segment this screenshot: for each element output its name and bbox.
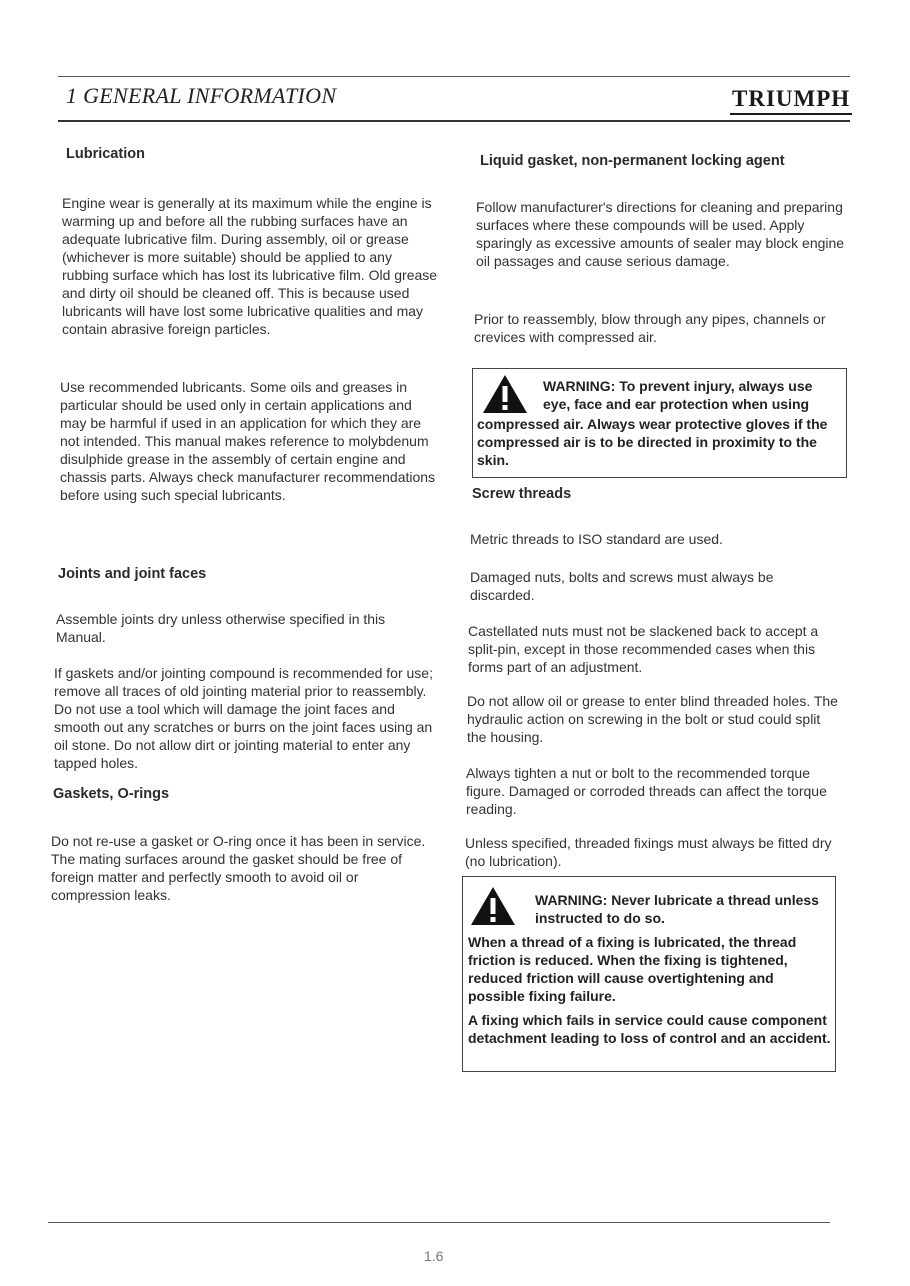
heading-gaskets: Gaskets, O-rings bbox=[53, 786, 170, 802]
warning-box-compressed-air bbox=[472, 368, 847, 478]
warning-2-label: WARNING: bbox=[535, 892, 608, 908]
heading-joints: Joints and joint faces bbox=[58, 566, 207, 582]
warning-box-thread-lubrication bbox=[462, 876, 836, 1072]
lubrication-paragraph-1: Engine wear is generally at its maximum while the engine is warming up and before all the rubbing surfaces have an adequate lubricative film. During assembly, oil or grease (whichever is more suitable) should be applied to any rubbing surface which has lost its lubricative film. Old grease and dirty oil should be cleaned off. This is because used lubricants will have lost some lubricative qualities and may contain abrasive foreign particles. bbox=[62, 195, 438, 337]
warning-1-head bbox=[543, 377, 843, 413]
footer-rule bbox=[48, 1222, 830, 1223]
warning-1-body: compressed air. Always wear protective gloves if the compressed air is to be directed in proximity to the skin. bbox=[477, 416, 828, 468]
screw-threads-paragraph-2: Damaged nuts, bolts and screws must always be discarded. bbox=[470, 569, 774, 603]
warning-1-label: WARNING: bbox=[543, 378, 616, 394]
screw-threads-paragraph-4: Do not allow oil or grease to enter blind threaded holes. The hydraulic action on screwing in the bolt or stud could split the housing. bbox=[467, 693, 838, 745]
warning-2-head bbox=[535, 891, 831, 927]
gaskets-paragraph-1: Do not re-use a gasket or O-ring once it has been in service. The mating surfaces around the gasket should be free of foreign matter and perfectly smooth to avoid oil or compression leaks. bbox=[51, 833, 426, 903]
screw-threads-paragraph-5: Always tighten a nut or bolt to the recommended torque figure. Damaged or corroded threads can affect the torque reading. bbox=[466, 765, 827, 817]
warning-2-head-rest: Never lubricate a thread unless instructed to do so. bbox=[535, 892, 819, 926]
header-rule-bottom bbox=[58, 120, 850, 122]
chapter-title: 1 GENERAL INFORMATION bbox=[66, 83, 337, 108]
screw-threads-paragraph-1: Metric threads to ISO standard are used. bbox=[470, 531, 723, 547]
heading-lubrication: Lubrication bbox=[66, 146, 145, 162]
heading-screw-threads: Screw threads bbox=[472, 486, 572, 502]
screw-threads-paragraph-6: Unless specified, threaded fixings must always be fitted dry (no lubrication). bbox=[465, 835, 832, 869]
warning-2-body-1: When a thread of a fixing is lubricated, the thread friction is reduced. When the fixing is tightened, reduced friction will cause overtightening and possible fixing failure. bbox=[468, 934, 797, 1004]
joints-paragraph-2: If gaskets and/or jointing compound is recommended for use; remove all traces of old jointing material prior to reassembly. Do not use a tool which will damage the joint faces and smooth out any scratches or burrs on the joint faces using an oil stone. Do not allow dirt or jointing material to enter any tapped holes. bbox=[54, 665, 433, 771]
triumph-logo: TRIUMPH bbox=[730, 86, 852, 115]
screw-threads-paragraph-3: Castellated nuts must not be slackened back to accept a split-pin, except in those recommended cases when this forms part of an adjustment. bbox=[468, 623, 819, 675]
heading-liquid-gasket: Liquid gasket, non-permanent locking agent bbox=[480, 153, 785, 169]
liquid-gasket-paragraph-1: Follow manufacturer's directions for cleaning and preparing surfaces where these compounds will be used. Apply sparingly as excessive amounts of sealer may block engine oil passages and cause serious damage. bbox=[476, 199, 845, 269]
header-rule-top bbox=[58, 76, 850, 77]
lubrication-paragraph-2: Use recommended lubricants. Some oils and greases in particular should be used only in certain applications and may be harmful if used in an application for which they are not intended. This manual makes reference to molybdenum disulphide grease in the assembly of certain engine and chassis parts. Always check manufacturer recommendations before using such special lubricants. bbox=[60, 379, 436, 503]
liquid-gasket-paragraph-2: Prior to reassembly, blow through any pipes, channels or crevices with compressed air. bbox=[474, 311, 826, 345]
page-number: 1.6 bbox=[424, 1248, 444, 1264]
warning-1-head-rest: To prevent injury, always use eye, face and ear protection when using bbox=[543, 378, 813, 412]
warning-triangle-icon bbox=[481, 373, 529, 415]
warning-triangle-icon bbox=[469, 885, 517, 927]
joints-paragraph-1: Assemble joints dry unless otherwise specified in this Manual. bbox=[56, 611, 386, 645]
warning-2-body-2: A fixing which fails in service could cause component detachment leading to loss of control and an accident. bbox=[468, 1012, 831, 1046]
